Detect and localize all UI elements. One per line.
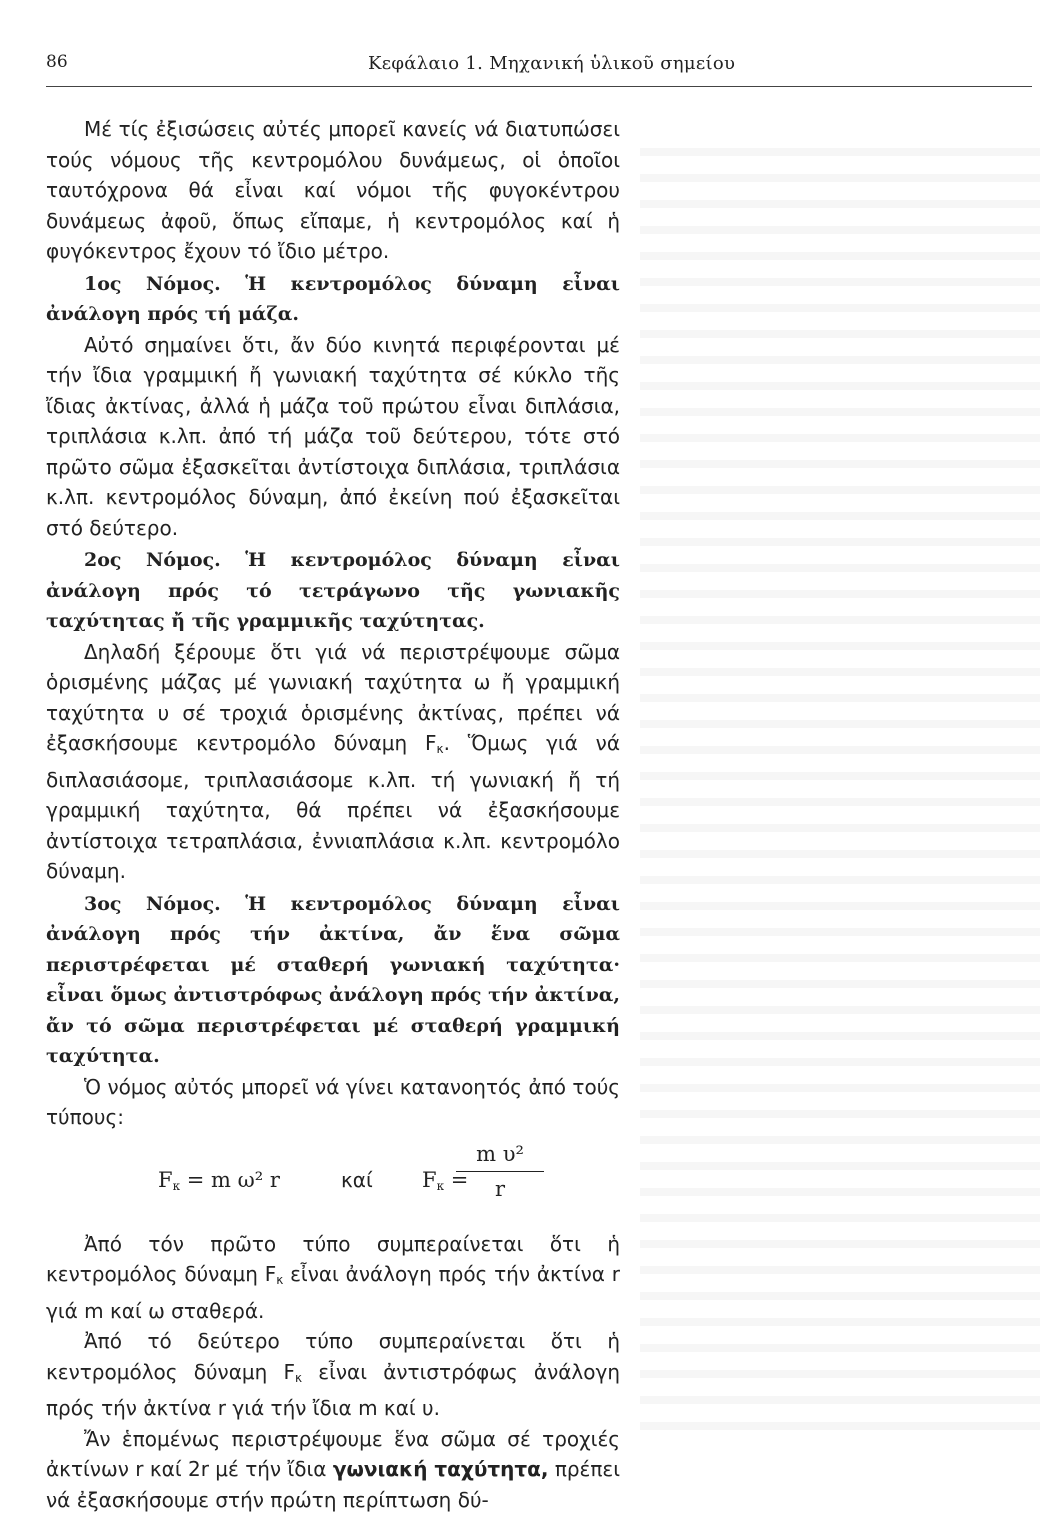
page-number: 86 — [46, 52, 68, 72]
formula-2-lhs: $F_\kappa$ = — [422, 1165, 468, 1202]
law-2-heading: 2ος Νόμος. Ἡ κεντρομόλος δύναμη εἶναι ἀνάλογη πρός τό τετράγωνο τῆς γωνιακῆς ταχύτητας ἤ τῆς γραμμικῆς ταχύτητας. — [46, 545, 620, 637]
law-3-paragraph: Ὁ νόμος αὐτός μπορεῖ νά γίνει κατανοητός ἀπό τούς τύπους: — [46, 1072, 620, 1133]
fraction-numerator: m υ² — [456, 1139, 544, 1169]
header-rule — [46, 86, 1032, 87]
formula-block — [46, 1139, 620, 1221]
running-title: Κεφάλαιο 1. Μηχανική ὑλικοῦ σημείου — [368, 53, 735, 74]
law-1-paragraph: Αὐτό σημαίνει ὅτι, ἄν δύο κινητά περιφέρονται μέ τήν ἴδια γραμμική ἤ γωνιακή ταχύτητα σέ κύκλο τῆς ἴδιας ἀκτίνας, ἀλλά ἡ μάζα τοῦ πρώτου εἶναι διπλάσια, τριπλάσια κ.λπ. ἀπό τή μάζα τοῦ δεύτερου, τότε στό πρῶτο σῶμα ἐξασκεῖται ἀντίστοιχα διπλάσια, τριπλάσια κ.λπ. κεντρομόλος δύναμη, ἀπό ἐκείνη πού ἐξασκεῖται στό δεύτερο. — [46, 330, 620, 544]
law-2-text-a: Δηλαδή ξέρουμε ὅτι γιά νά περιστρέψουμε σῶμα ὁρισμένης μάζας μέ γωνιακή ταχύτητα ω ἤ γραμμική ταχύτητα υ σέ τροχιά ὁρισμένης ἀκτίνας, πρέπει νά ἐξασκήσουμε κεντρομόλο δύναμη F — [46, 640, 620, 756]
conclusion-3-paragraph: Ἄν ἑπομένως περιστρέψουμε ἕνα σῶμα σέ τροχιές ἀκτίνων r καί 2r μέ τήν ἴδια γωνιακή ταχύτητα, πρέπει νά ἐξασκήσουμε στήν πρώτη περίπτωση δύ- — [46, 1424, 620, 1515]
law-2-subscript: κ — [436, 742, 443, 756]
fraction-bar — [456, 1171, 544, 1172]
formula-2-fraction — [456, 1139, 544, 1205]
page-body — [46, 114, 620, 1515]
law-2-text-b: . Ὅμως γιά νά διπλασιάσομε, τριπλασιάσομε κ.λπ. τή γωνιακή ἤ τή γραμμική ταχύτητα, θά πρέπει νά ἐξασκήσουμε ἀντίστοιχα τετραπλάσια, ἐννιαπλάσια κ.λπ. κεντρομόλο δύναμη. — [46, 731, 620, 883]
formula-conjunction: καί — [341, 1165, 373, 1196]
law-3-heading: 3ος Νόμος. Ἡ κεντρομόλος δύναμη εἶναι ἀνάλογη πρός τήν ἀκτίνα, ἄν ἕνα σῶμα περιστρέφεται μέ σταθερή γωνιακή ταχύτητα· εἶναι ὅμως ἀντιστρόφως ἀνάλογη πρός τήν ἀκτίνα, ἄν τό σῶμα περιστρέφεται μέ σταθερή γραμμική ταχύτητα. — [46, 889, 620, 1072]
intro-paragraph: Μέ τίς ἐξισώσεις αὐτές μπορεῖ κανείς νά διατυπώσει τούς νόμους τῆς κεντρομόλου δυνάμεως, οἱ ὁποῖοι ταυτόχρονα θά εἶναι καί νόμοι τῆς φυγοκέντρου δυνάμεως ἀφοῦ, ὅπως εἴπαμε, ἡ κεντρομόλος καί ἡ φυγόκεντρος ἔχουν τό ἴδιο μέτρο. — [46, 114, 620, 267]
fraction-denominator: r — [456, 1174, 544, 1205]
conclusion-1-paragraph: Ἀπό τόν πρῶτο τύπο συμπεραίνεται ὅτι ἡ κεντρομόλος δύναμη $F_\kappa$ εἶναι ἀνάλογη πρός τήν ἀκτίνα r γιά m καί ω σταθερά. — [46, 1229, 620, 1327]
law-2-paragraph — [46, 637, 620, 887]
law-1-heading: 1ος Νόμος. Ἡ κεντρομόλος δύναμη εἶναι ἀνάλογη πρός τή μάζα. — [46, 269, 620, 330]
conclusion-2-paragraph: Ἀπό τό δεύτερο τύπο συμπεραίνεται ὅτι ἡ κεντρομόλος δύναμη $F_\kappa$ εἶναι ἀντιστρόφως ἀνάλογη πρός τήν ἀκτίνα r γιά τήν ἴδια m καί υ. — [46, 1326, 620, 1424]
page-header — [46, 52, 1026, 82]
facing-page-bleed-through — [640, 130, 1040, 1430]
formula-1: $F_\kappa = m$ ω² r — [158, 1165, 280, 1202]
